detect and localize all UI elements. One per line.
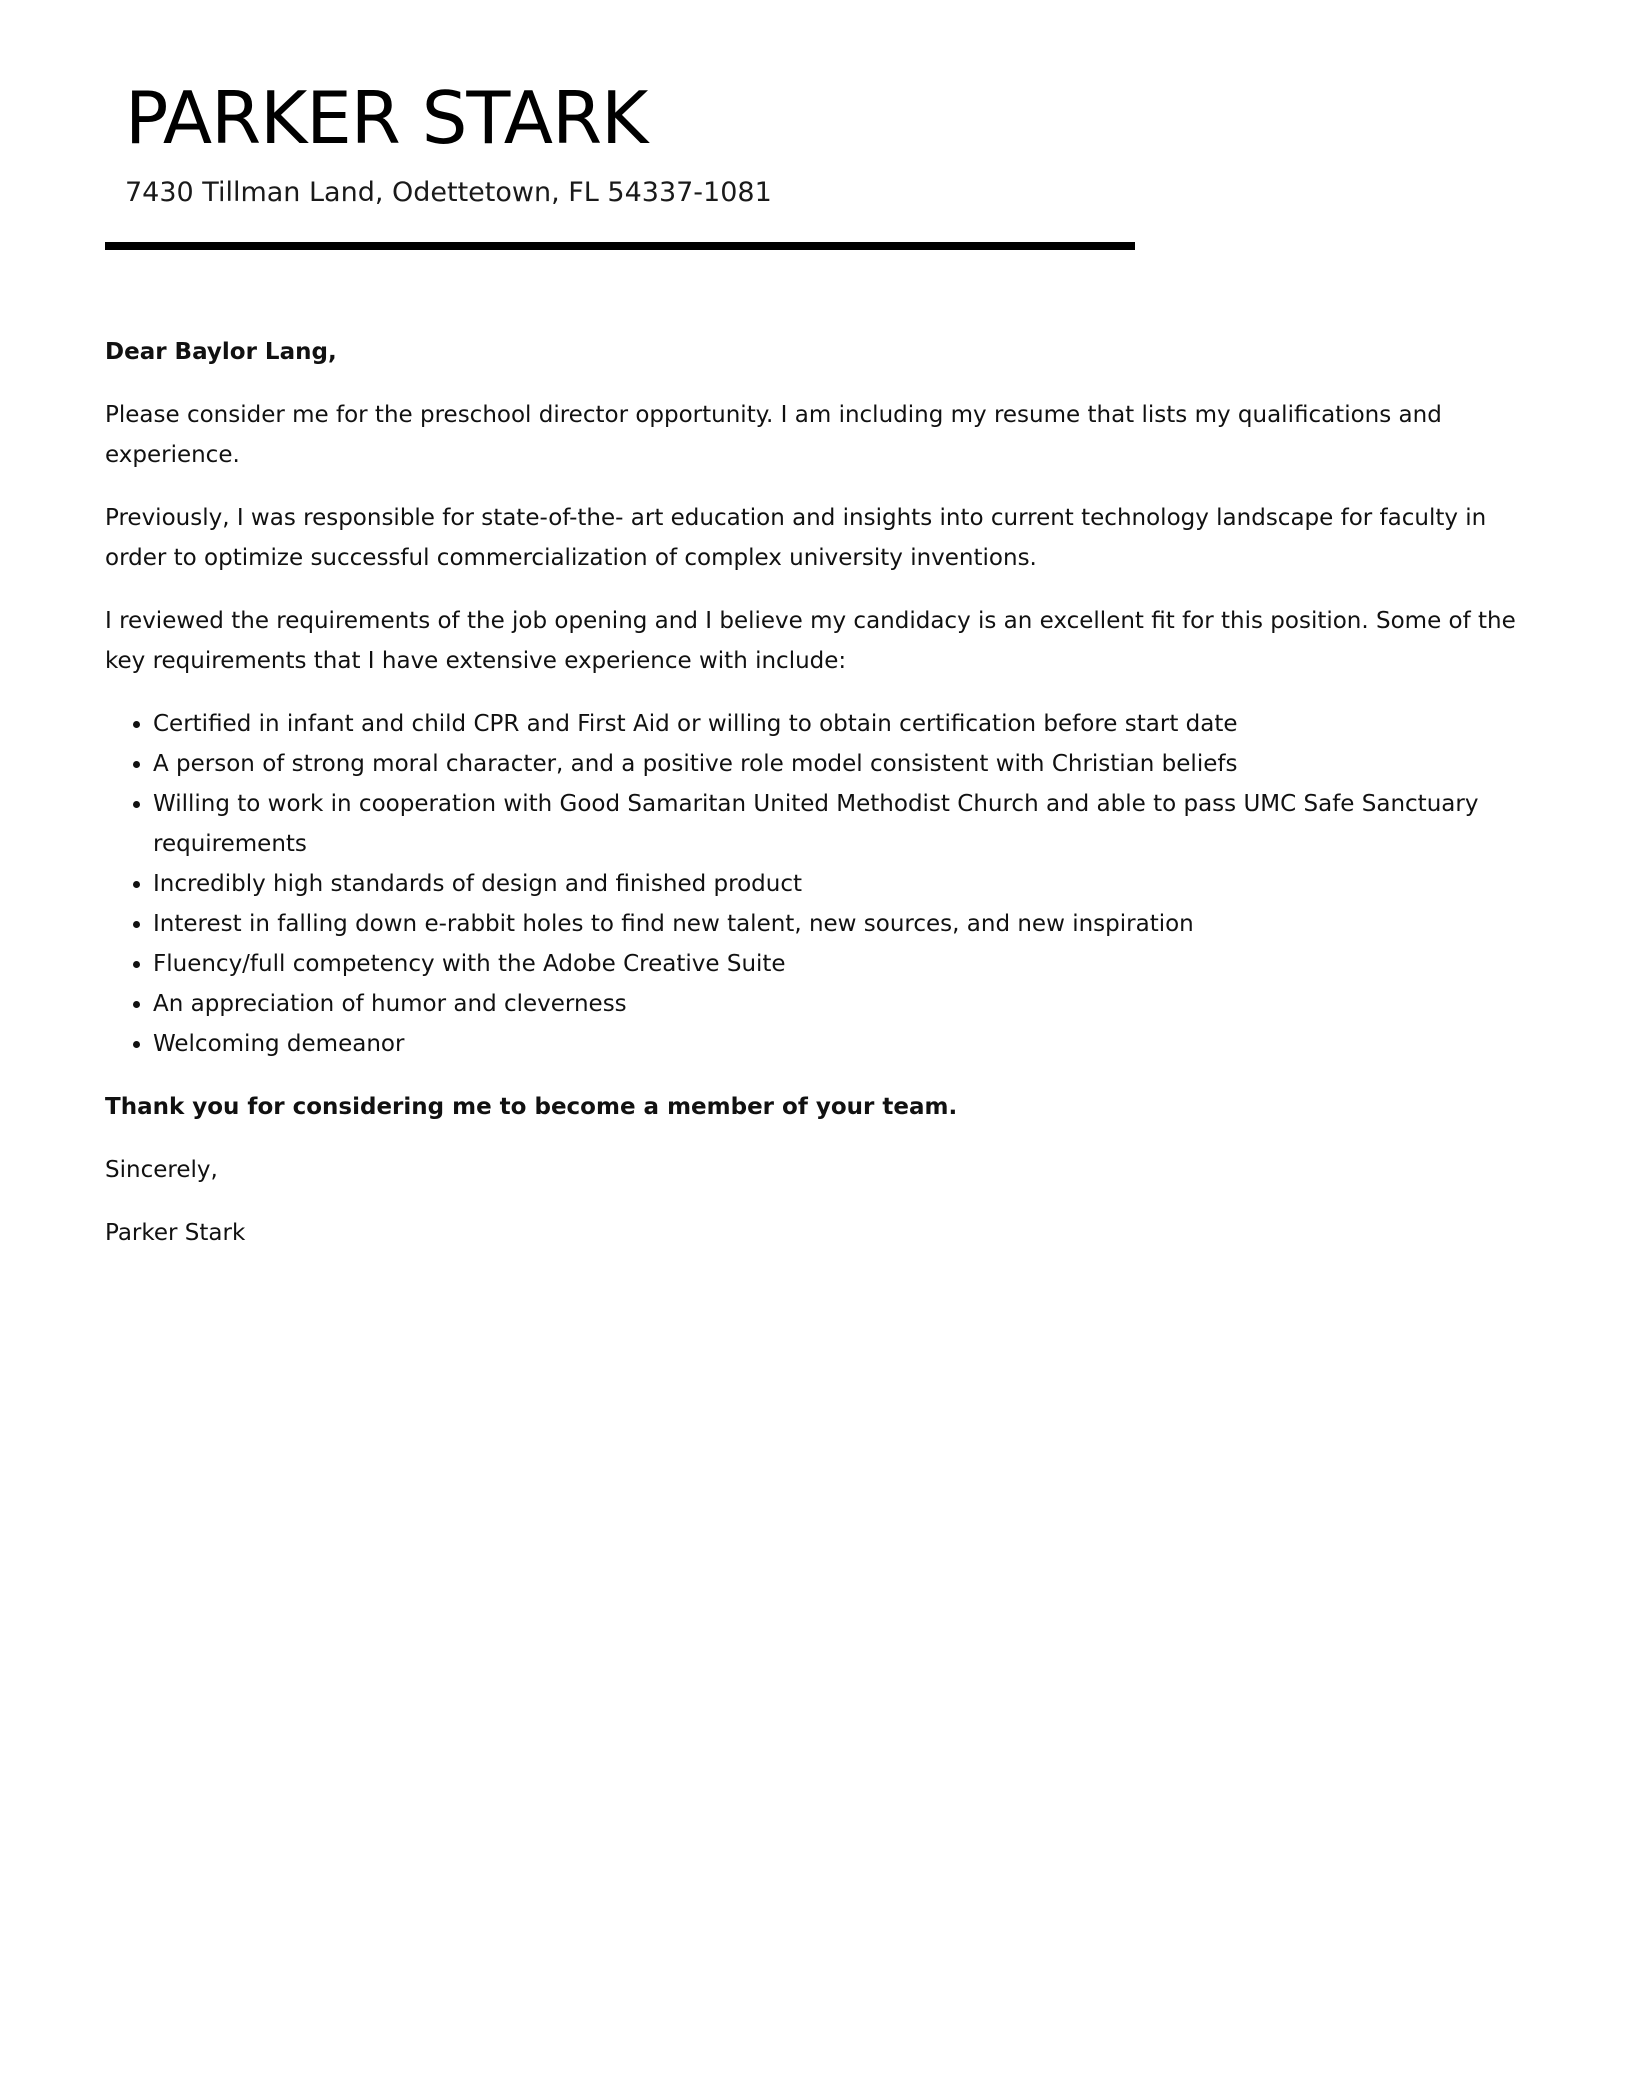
signoff: Sincerely, <box>105 1157 218 1183</box>
list-item: • An appreciation of humor and cleverness <box>153 984 1545 1024</box>
list-item: • Fluency/full competency with the Adobe Creative Suite <box>153 944 1545 984</box>
paragraph-requirements: I reviewed the requirements of the job opening and I believe my candidacy is an excellent fit for this position. Some of the key requirements that I have extensive experience with include: <box>105 608 1516 674</box>
list-item: • A person of strong moral character, and a positive role model consistent with Christian beliefs <box>153 744 1545 784</box>
list-item: • Certified in infant and child CPR and First Aid or willing to obtain certification before start date <box>153 704 1545 744</box>
salutation: Dear Baylor Lang, <box>105 339 337 365</box>
list-item: • Willing to work in cooperation with Good Samaritan United Methodist Church and able to pass UMC Safe Sanctuary requirements <box>153 784 1545 864</box>
paragraph-experience: Previously, I was responsible for state-of-the- art education and insights into current technology landscape for faculty in order to optimize successful commercialization of complex university inventions. <box>105 505 1487 571</box>
sender-name: PARKER STARK <box>125 76 648 160</box>
list-item: • Interest in falling down e-rabbit holes to find new talent, new sources, and new inspiration <box>153 904 1545 944</box>
paragraph-intro: Please consider me for the preschool director opportunity. I am including my resume that lists my qualifications and experience. <box>105 402 1442 468</box>
list-item: • Welcoming demeanor <box>153 1024 1545 1064</box>
signature-name: Parker Stark <box>105 1220 246 1246</box>
sender-address: 7430 Tillman Land, Odettetown, FL 54337-1081 <box>125 177 772 208</box>
list-item: • Incredibly high standards of design and finished product <box>153 864 1545 904</box>
letter-body <box>105 332 1545 1276</box>
closing-line: Thank you for considering me to become a member of your team. <box>105 1094 958 1120</box>
requirements-list <box>105 704 1545 1064</box>
header-divider <box>105 242 1135 250</box>
